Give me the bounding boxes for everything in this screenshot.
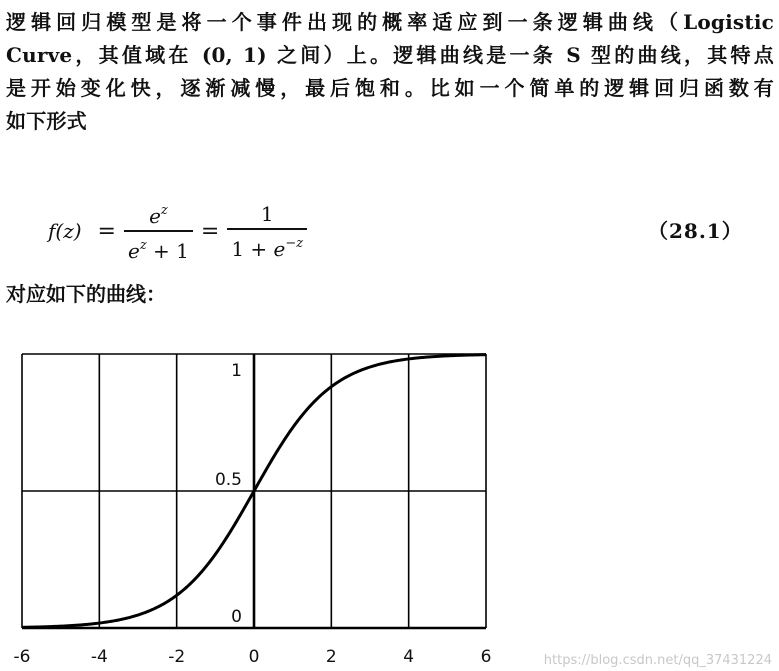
- sigmoid-plot-svg: [0, 330, 779, 671]
- x-tick-label: -6: [13, 647, 31, 667]
- fraction-1-denominator: $e^z + 1$: [127, 238, 189, 263]
- sigmoid-plot: [0, 330, 779, 671]
- x-tick-label: 2: [325, 647, 337, 667]
- fraction-2-denominator: $1 + e^{-z}$: [231, 235, 304, 261]
- x-tick-label: 4: [403, 647, 415, 667]
- formula-fraction-2: [227, 200, 307, 263]
- formula-lhs: f(z): [48, 219, 82, 243]
- paragraph-line-1: 逻辑回归模型是将一个事件出现的概率适应到一条逻辑曲线（Logistic: [6, 10, 774, 34]
- paragraph-line-4: 如下形式: [6, 109, 87, 133]
- x-tick-label: -4: [90, 647, 108, 667]
- watermark-text: https://blog.csdn.net/qq_37431224: [543, 653, 772, 668]
- fraction-1-numerator: $e^z$: [149, 203, 168, 228]
- intro-paragraph: [6, 6, 774, 138]
- formula-equals-2: =: [200, 218, 220, 244]
- equation-number: （28.1）: [648, 219, 743, 243]
- x-tick-label: -2: [168, 647, 186, 667]
- y-tick-label: 0.5: [214, 470, 242, 490]
- curve-caption: 对应如下的曲线：: [6, 282, 166, 306]
- formula-equals-1: =: [97, 218, 116, 244]
- fraction-2-numerator: 1: [260, 201, 274, 226]
- x-tick-label: 6: [480, 647, 492, 667]
- y-tick-label: 1: [231, 361, 242, 381]
- paragraph-line-3: 是开始变化快，逐渐减慢，最后饱和。比如一个简单的逻辑回归函数有: [6, 76, 774, 100]
- formula-fraction-1: [124, 197, 193, 265]
- y-tick-label: 0: [231, 607, 242, 627]
- logistic-formula: [48, 196, 307, 266]
- x-tick-label: 0: [248, 647, 260, 667]
- paragraph-line-2: Curve，其值域在 (0, 1) 之间）上。逻辑曲线是一条 S 型的曲线，其特点: [6, 43, 774, 67]
